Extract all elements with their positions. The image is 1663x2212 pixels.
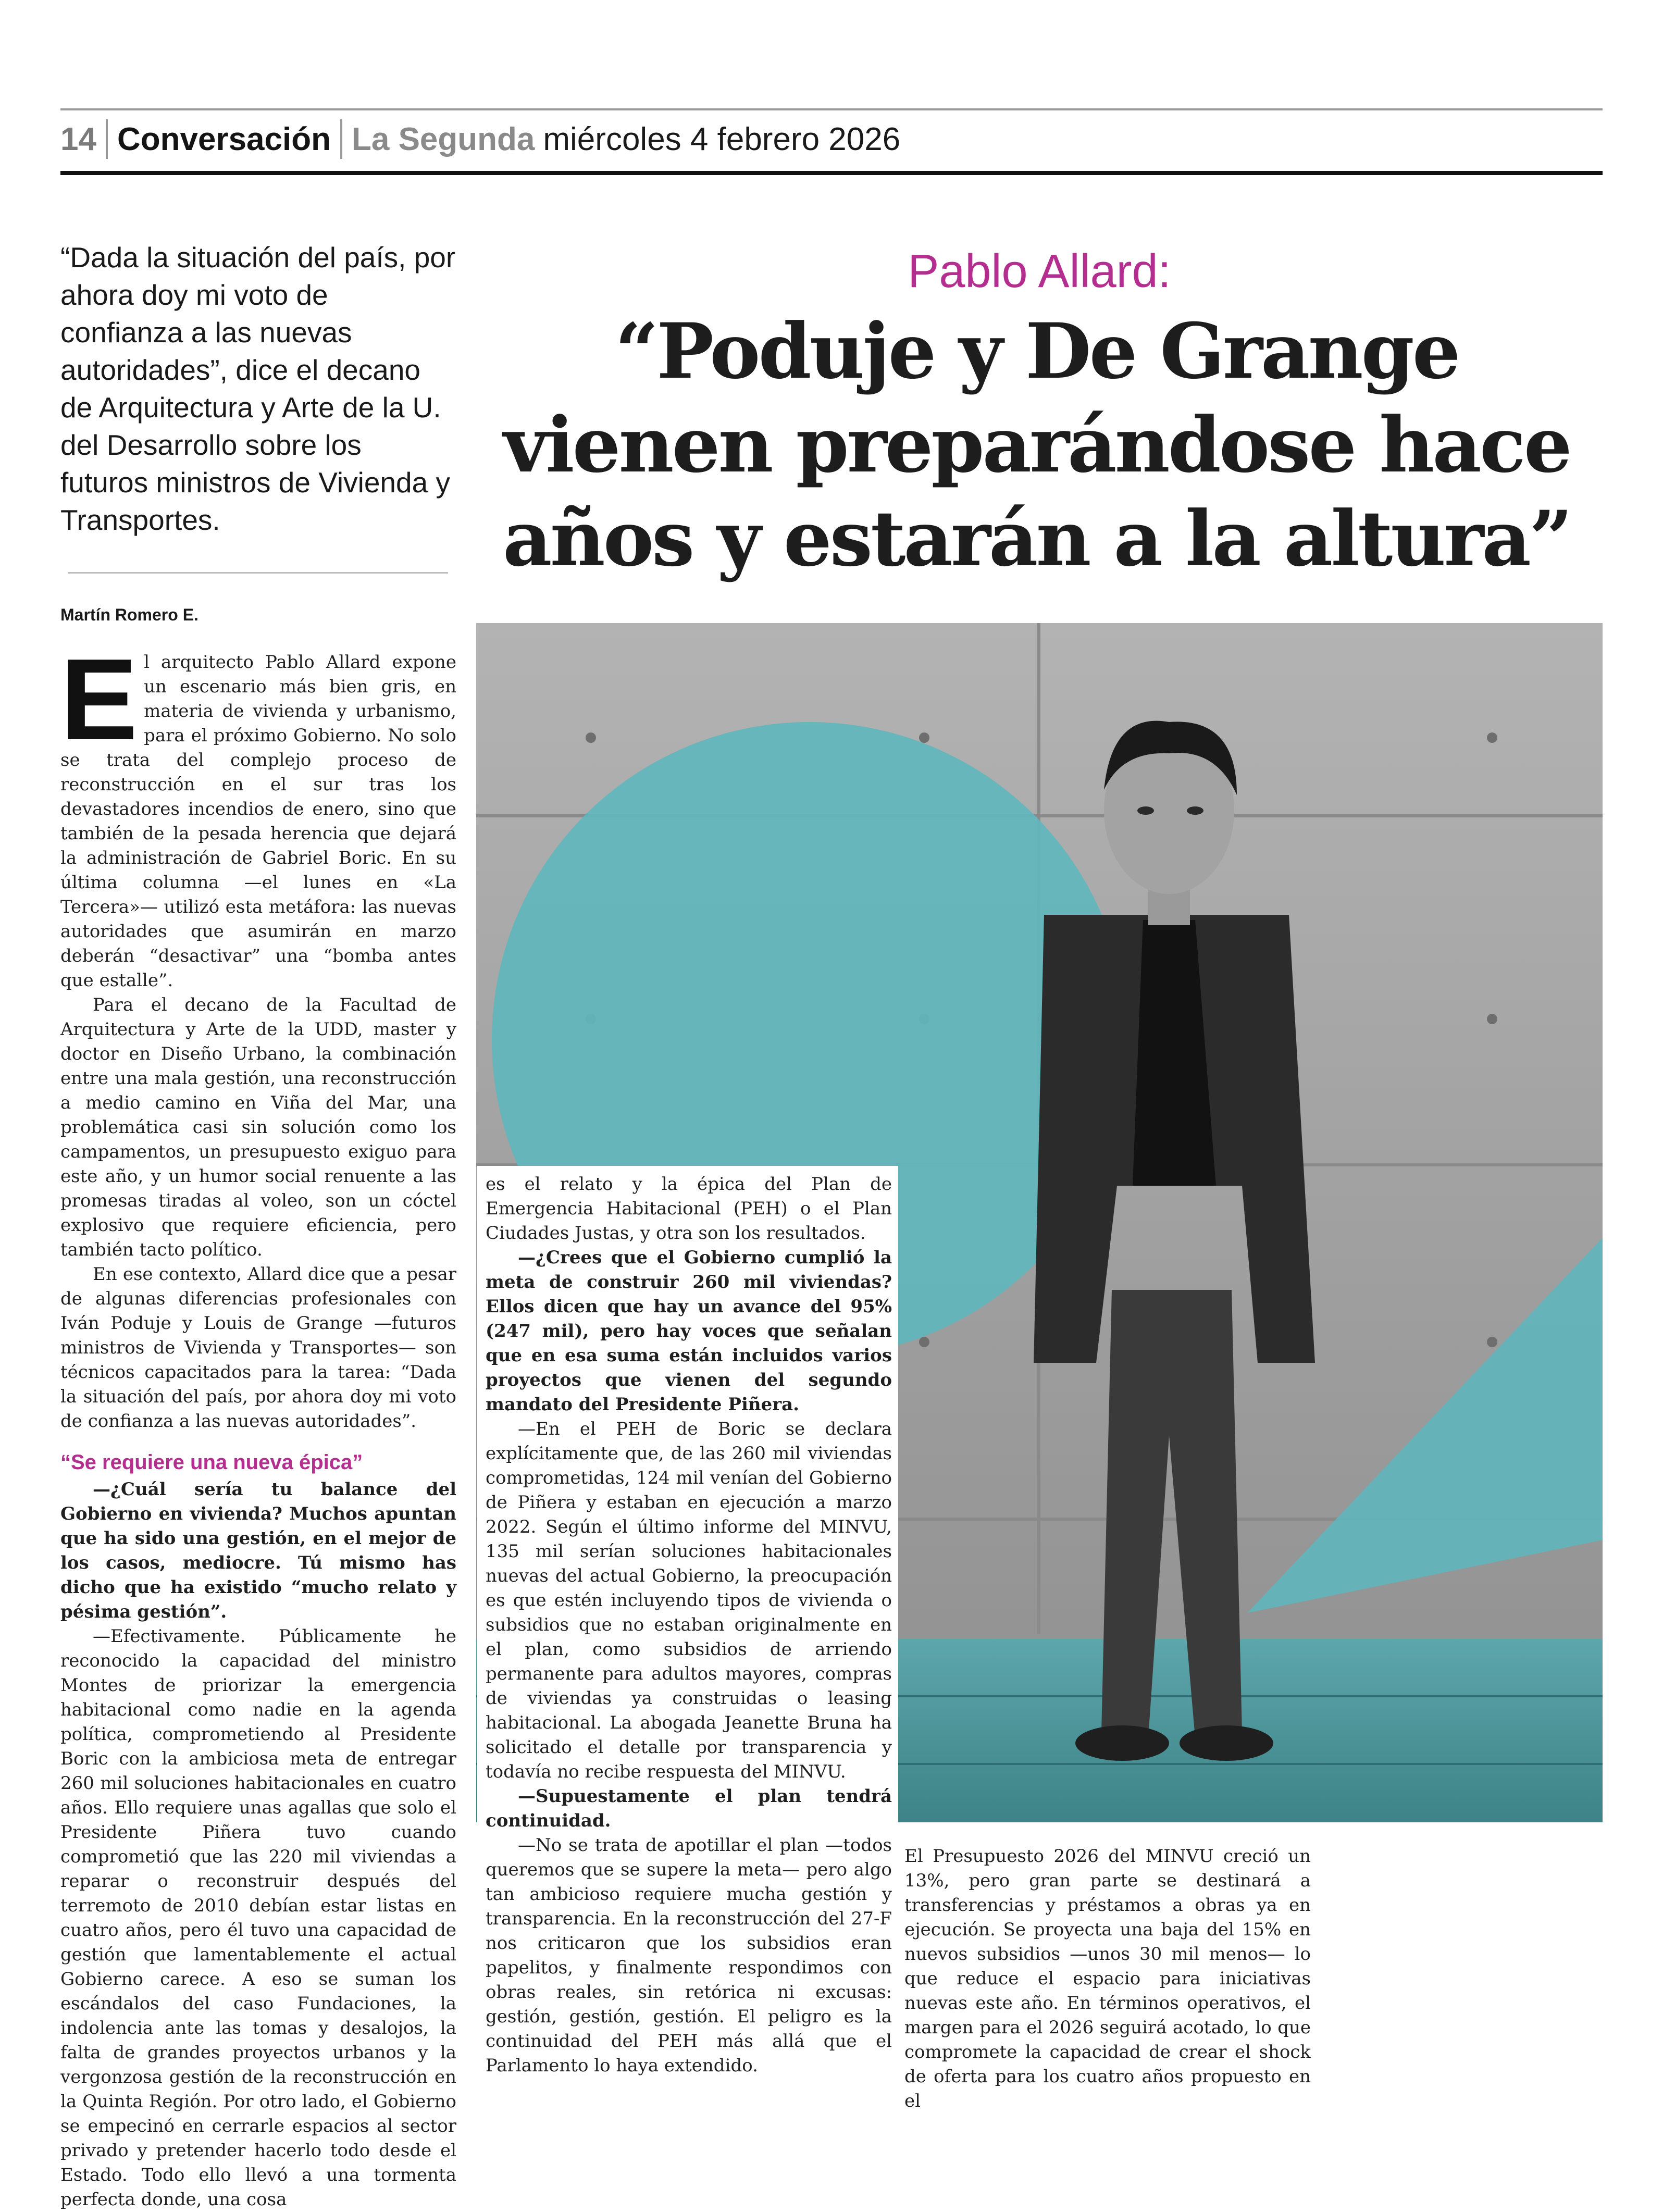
page-number: 14: [60, 121, 96, 157]
interview-question: [60, 1477, 456, 1624]
header-bottom-rule: [60, 171, 1603, 175]
kicker: Pablo Allard:: [908, 245, 1171, 297]
byline: Martín Romero E.: [60, 605, 198, 624]
interview-answer: —No se trata de apotillar el plan —todos queremos que se supere la meta— pero algo tan ambicioso requiere mucha gestión y transparencia. En la reconstrucción del 27-F nos criticaron que los subsidios eran papelitos, y finalmente respondimos con obras reales, sin retórica ni excusas: gestión, gestión, gestión. El peligro es la continuidad del PEH más allá que el Parlamento lo haya extendido.: [486, 1835, 892, 2076]
header-top-rule: [60, 108, 1603, 110]
drop-cap: E: [60, 635, 138, 764]
question-text: —Supuestamente el plan tendrá continuidad.: [486, 1786, 892, 1831]
interview-answer: —En el PEH de Boric se declara explícitamente que, de las 260 mil viviendas comprometidas, 124 mil venían del Gobierno de Piñera y estaban en ejecución a marzo 2022. Según el último informe del MINVU, 135 mil serían soluciones habitacionales nuevas del actual Gobierno, la preocupación es que estén incluyendo tipos de vivienda o subsidios que no estaban originalmente en el plan, como subsidios de arriendo permanente para adultos mayores, compras de viviendas ya construidas o leasing habitacional. La abogada Jeanette Bruna ha solicitado el detalle por transparencia y todavía no recibe respuesta del MINVU.: [486, 1419, 892, 1782]
lede-divider: [68, 572, 448, 574]
body-paragraph: Para el decano de la Facultad de Arquitectura y Arte de la UDD, master y doctor en Diseño Urbano, la combinación entre una mala gestión, una reconstrucción a medio camino en Viña del Mar, una problemática casi sin solución como los campamentos, un presupuesto exiguo para este año, y un humor social renuente a las promesas tiradas al voleo, son un cóctel explosivo que requiere eficiencia, pero también tacto político.: [60, 995, 456, 1260]
section-name: Conversación: [117, 121, 331, 157]
header-separator: [340, 119, 342, 159]
interview-question: [486, 1784, 892, 1833]
interview-answer: —Efectivamente. Públicamente he reconocido la capacidad del ministro Montes de priorizar la emergencia habitacional como nadie en la agenda política, comprometiendo al Presidente Boric con la ambiciosa meta de entregar 260 mil soluciones habitacionales en cuatro años. Ello requiere unas agallas que solo el Presidente Piñera tuvo cuando comprometió que las 220 mil viviendas a reparar o reconstruir después del terremoto de 2010 debían estar listas en cuatro años, pero él tuvo una capacidad de gestión que lamentablemente el actual Gobierno carece. A eso se suman los escándalos del caso Fundaciones, la indolencia ante las tomas y desalojos, la falta de grandes proyectos urbanos y la vergonzosa gestión de la reconstrucción en la Quinta Región. Por otro lado, el Gobierno se empecinó en cerrarle espacios al sector privado y pretender hacerlo todo desde el Estado. Todo ello llevó a una tormenta perfecta donde, una cosa: [60, 1626, 456, 2210]
body-paragraph: En ese contexto, Allard dice que a pesar de algunas diferencias profesionales con Iván Poduje y Louis de Grange —futuros ministros de Vivienda y Transportes— son técnicos capacitados para la tarea: “Dada la situación del país, por ahora doy mi voto de confianza a las nuevas autoridades”.: [60, 1264, 456, 1432]
interview-question: [486, 1246, 892, 1417]
intro-paragraph: [60, 635, 456, 993]
article-column-3: [904, 1844, 1311, 2114]
body-paragraph: es el relato y la épica del Plan de Emergencia Habitacional (PEH) o el Plan Ciudades Justas, y otra son los resultados.: [486, 1174, 892, 1244]
header-separator: [106, 119, 108, 159]
body-paragraph: El Presupuesto 2026 del MINVU creció un 13%, pero gran parte se destinará a transferencias y préstamos a obras ya en ejecución. Se proyecta una baja del 15% en nuevos subsidios —unos 30 mil menos— lo que reduce el espacio para iniciativas nuevas este año. En términos operativos, el margen para el 2026 seguirá acotado, lo que compromete la capacidad de crear el shock de oferta para los cuatro años propuesto en el: [904, 1846, 1311, 2111]
page-header: [60, 116, 900, 163]
intro-text: l arquitecto Pablo Allard expone un escenario más bien gris, en materia de vivienda y urbanismo, para el próximo Gobierno. No solo se trata del complejo proceso de reconstrucción en el sur tras los devastadores incendios de enero, sino que también de la pesada herencia que dejará la administración de Gabriel Boric. En su última columna —el lunes en «La Tercera»— utilizó esta metáfora: las nuevas autoridades que asumirán en marzo deberán “desactivar” una “bomba antes que estalle”.: [60, 652, 456, 991]
question-text: —¿Cuál sería tu balance del Gobierno en vivienda? Muchos apuntan que ha sido una gestión, en el mejor de los casos, mediocre. Tú mismo has dicho que ha existido “mucho relato y pésima gestión”.: [60, 1479, 456, 1622]
question-text: —¿Crees que el Gobierno cumplió la meta de construir 260 mil viviendas? Ellos dicen que hay un avance del 95% (247 mil), pero hay voces que señalan que en esa suma están incluidos varios proyectos que vienen del segundo mandato del Presidente Piñera.: [486, 1247, 892, 1415]
headline: “Poduje y De Grange vienen preparándose hace años y estarán a la altura”: [503, 307, 1571, 583]
publication-name: La Segunda: [352, 121, 535, 157]
subheading: “Se requiere una nueva épica”: [60, 1451, 363, 1474]
article-column-1: [60, 635, 456, 2212]
publication-date: miércoles 4 febrero 2026: [543, 121, 901, 157]
article-column-2: [477, 1166, 898, 2078]
lede-summary: “Dada la situación del país, por ahora doy mi voto de confianza a las nuevas autoridades”, dice el decano de Arquitectura y Arte de la U. del Desarrollo sobre los futuros ministros de Vivienda y Transportes.: [60, 241, 456, 536]
